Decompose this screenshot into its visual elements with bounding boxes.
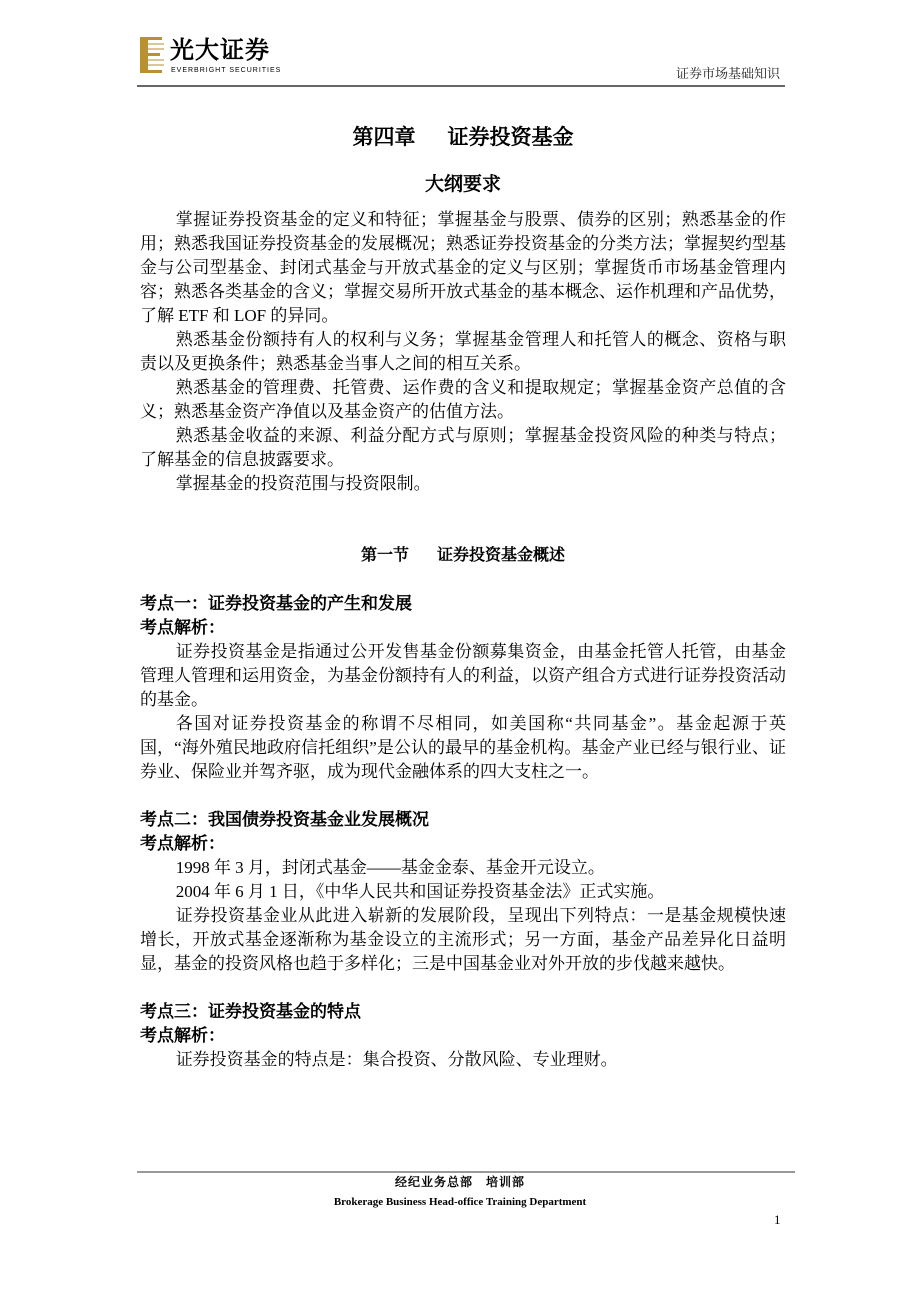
point-paragraph: 证券投资基金业从此进入崭新的发展阶段，呈现出下列特点：一是基金规模快速增长，开放式基金逐渐称为基金设立的主流形式；另一方面，基金产品差异化日益明显，基金的投资风格也趋于多样化；三是中国基金业对外开放的步伐越来越快。	[140, 906, 786, 973]
point-label: 考点解析：	[140, 618, 225, 637]
point-title: 考点二：我国债券投资基金业发展概况	[140, 810, 429, 829]
point-paragraph: 证券投资基金的特点是：集合投资、分散风险、专业理财。	[175, 1050, 618, 1069]
logo-english-name: EVERBRIGHT SECURITIES	[171, 67, 282, 74]
document-title: 证券市场基础知识	[675, 66, 780, 81]
point-paragraph: 1998 年 3 月，封闭式基金——基金金泰、基金开元设立。	[175, 858, 605, 877]
outline-paragraph: 熟悉基金收益的来源、利益分配方式与原则；掌握基金投资风险的种类与特点；了解基金的信息披露要求。	[140, 426, 786, 469]
point-title: 考点三：证券投资基金的特点	[140, 1002, 361, 1021]
logo-chinese-name: 光大证券	[170, 35, 270, 64]
chapter-title	[140, 124, 786, 150]
outline-paragraph: 掌握基金的投资范围与投资限制。	[175, 474, 431, 493]
section-number: 第一节	[360, 547, 409, 564]
footer-divider	[137, 1171, 795, 1173]
logo-e-mark-icon	[140, 37, 164, 73]
section-title	[140, 544, 786, 568]
outline-paragraph: 熟悉基金的管理费、托管费、运作费的含义和提取规定；掌握基金资产总值的含义；熟悉基金资产净值以及基金资产的估值方法。	[140, 378, 786, 421]
section-name: 证券投资基金概述	[437, 547, 566, 564]
point-paragraph: 2004 年 6 月 1 日，《中华人民共和国证券投资基金法》正式实施。	[175, 882, 665, 901]
point-label: 考点解析：	[140, 834, 225, 853]
point-paragraph: 证券投资基金是指通过公开发售基金份额募集资金，由基金托管人托管，由基金管理人管理和运用资金，为基金份额持有人的利益，以资产组合方式进行证券投资活动的基金。	[140, 642, 786, 709]
document-body	[140, 208, 786, 1072]
everbright-logo	[140, 37, 300, 77]
point-title: 考点一：证券投资基金的产生和发展	[140, 594, 412, 613]
header-divider	[137, 85, 785, 87]
chapter-number: 第四章	[352, 125, 416, 149]
outline-paragraph: 熟悉基金份额持有人的权利与义务；掌握基金管理人和托管人的概念、资格与职责以及更换条件；熟悉基金当事人之间的相互关系。	[140, 330, 786, 373]
footer-department-en: Brokerage Business Head-office Training Department	[333, 1196, 587, 1208]
point-label: 考点解析：	[140, 1026, 225, 1045]
footer-department-cn: 经纪业务总部 培训部	[394, 1175, 525, 1189]
point-paragraph: 各国对证券投资基金的称谓不尽相同，如美国称“共同基金”。基金起源于英国，“海外殖民地政府信托组织”是公认的最早的基金机构。基金产业已经与银行业、证券业、保险业并驾齐驱，成为现代金融体系的四大支柱之一。	[140, 714, 786, 781]
outline-title: 大纲要求	[424, 174, 501, 195]
chapter-name: 证券投资基金	[447, 125, 574, 149]
page-number: 1	[774, 1212, 781, 1227]
outline-paragraph: 掌握证券投资基金的定义和特征；掌握基金与股票、债券的区别；熟悉基金的作用；熟悉我国证券投资基金的发展概况；熟悉证券投资基金的分类方法；掌握契约型基金与公司型基金、封闭式基金与开放式基金的定义与区别；掌握货币市场基金管理内容；熟悉各类基金的含义；掌握交易所开放式基金的基本概念、运作机理和产品优势，了解 ETF 和 LOF 的异同。	[140, 210, 786, 325]
